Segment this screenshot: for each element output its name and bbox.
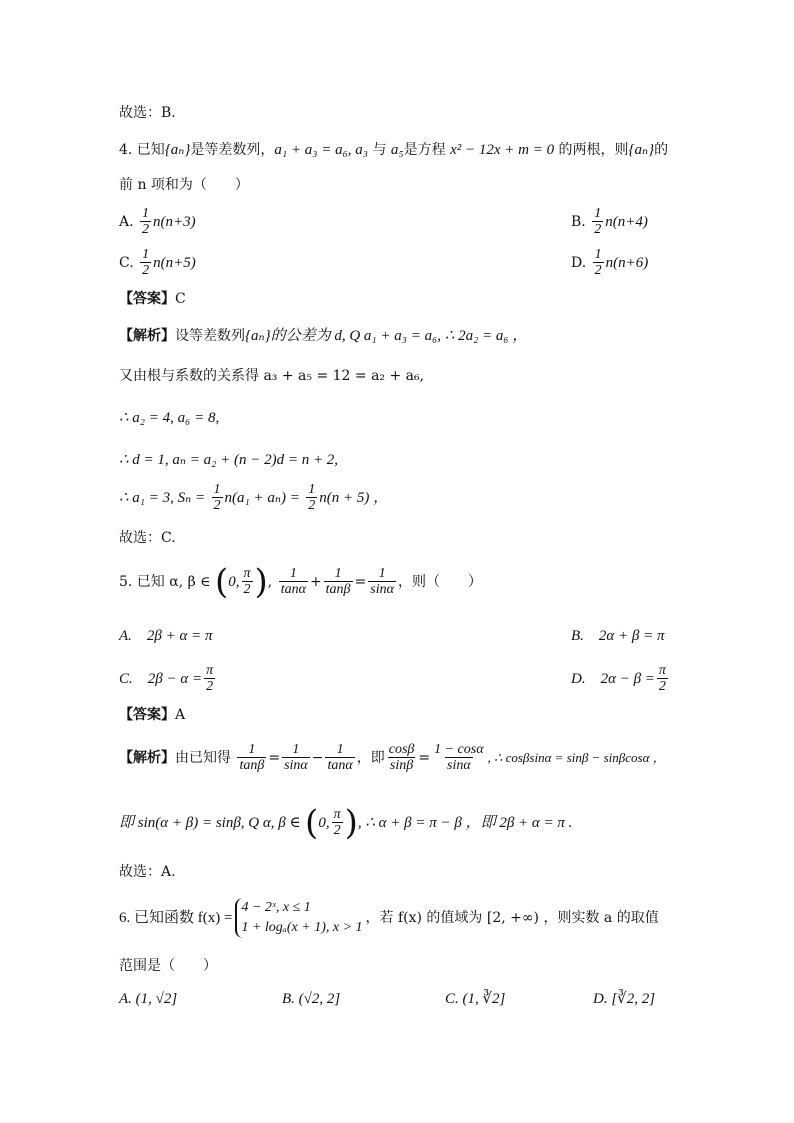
q4-sequence: {aₙ} [628, 142, 655, 158]
fraction [324, 566, 353, 598]
option-label: A. [119, 214, 134, 230]
numerator: 1 [334, 566, 342, 581]
interval-start: 0, [318, 815, 330, 831]
answer-c-line: 故选：C. [119, 530, 176, 546]
numerator: 1 [378, 566, 386, 581]
answer-b-line: 故选：B. [119, 105, 176, 121]
answer-label: 【答案】 [119, 707, 175, 723]
analysis-text: 由已知得 [175, 750, 231, 766]
interval-start: 0, [228, 574, 240, 590]
option-expression: n(n+5) [153, 255, 196, 271]
fraction [140, 206, 151, 238]
analysis-expression: 即 sin(α + β) = sinβ, Q α, β ∈ [119, 815, 301, 831]
fraction [279, 566, 308, 598]
q4-option-c [119, 247, 196, 279]
q4-option-d [571, 247, 648, 279]
analysis-label: 【解析】 [119, 750, 175, 766]
analysis-expression: ∴ a₁ = 3, Sₙ = [119, 490, 206, 506]
question-6-line-1 [119, 898, 659, 938]
answer-value: C [175, 291, 186, 307]
numerator: 1 [142, 206, 150, 221]
q5-option-c [119, 663, 217, 695]
q4-sequence: {aₙ} [164, 142, 191, 158]
analysis-text: ，即 [356, 750, 385, 766]
analysis-4-line-2: 又由根与系数的关系得 a₃ + a₅ = 12 = a₂ + a₆, [119, 368, 425, 384]
q4-text: 是等差数列， [190, 142, 275, 158]
numerator: π [206, 663, 214, 678]
fraction [432, 742, 485, 774]
denominator: 2 [142, 263, 150, 278]
analysis-expression: n(n + 5) ， [319, 490, 389, 506]
answer-label: 【答案】 [119, 291, 175, 307]
case-1: 4 − 2ˣ, x ≤ 1 [241, 900, 311, 915]
q6-option-a: A. (1, √2] [119, 991, 178, 1007]
fraction [212, 482, 223, 514]
fraction [325, 742, 354, 774]
paren-right: ) [344, 803, 358, 843]
analysis-text: 设等差数列 [175, 328, 245, 344]
q6-text: 6. 已知函数 f(x) = [119, 910, 233, 926]
denominator: 2 [333, 823, 341, 838]
numerator: 1 [594, 247, 602, 262]
q5-text: , [267, 574, 273, 590]
q5-text: 5. 已知 α, β ∈ [119, 574, 211, 590]
option-expression: n(n+3) [153, 214, 196, 230]
option-expression: n(n+6) [605, 255, 649, 271]
q5-option-a: A. 2β + α = π [119, 628, 213, 644]
analysis-label: 【解析】 [119, 328, 175, 344]
question-4-line-1 [119, 140, 668, 160]
numerator: 1 [213, 482, 221, 497]
denominator: sinα [447, 758, 471, 773]
analysis-expression: 的公差为 d, Q a₁ + a₃ = a₆, ∴ 2a₂ = a₆ ， [270, 328, 528, 344]
option-expression: C. 2β − α = [119, 671, 203, 687]
denominator: 2 [142, 222, 150, 237]
denominator: 2 [594, 263, 602, 278]
option-label: B. [571, 214, 586, 230]
paren-left: ( [214, 562, 229, 602]
numerator: 1 [248, 742, 256, 757]
q4-option-a [119, 206, 196, 238]
numerator: 1 [142, 247, 150, 262]
paren-right: ) [254, 562, 268, 602]
q4-text: 是方程 [403, 142, 451, 158]
numerator: 1 [292, 742, 300, 757]
denominator: 2 [206, 679, 214, 694]
denominator: 2 [243, 582, 251, 597]
numerator: 1 [336, 742, 344, 757]
q4-text: 4. 已知 [119, 142, 165, 158]
denominator: sinβ [389, 758, 414, 773]
numerator: 1 [289, 566, 297, 581]
piecewise-function [235, 898, 362, 938]
analysis-5-line-2 [119, 803, 573, 843]
analysis-5-line-1: 【解析】由已知得 $\frac{1}{\tan\beta}$ = $\frac{1}{\sin\alpha}$ − $\frac{1}{\tan\alpha}$ ，即 $\frac{\cos\beta}{\sin\beta}$ = $\frac{1 - \cos\alpha}{\sin\alpha}$ , ∴ cosβsinα = sinβ − sinβcosα ， [119, 742, 666, 773]
option-label: D. [571, 255, 587, 271]
denominator: 2 [308, 498, 316, 513]
q6-option-d: D. [∛2, 2] [593, 991, 656, 1007]
analysis-4-line-1 [119, 326, 527, 346]
fraction [282, 742, 310, 774]
answer-value: A [175, 707, 186, 723]
denominator: tanα [280, 582, 306, 597]
option-label: C. [119, 255, 134, 271]
q4-text: 与 [368, 142, 391, 158]
q4-equation: x² − 12x + m = 0 [450, 142, 555, 158]
q6-option-c: C. (1, ∛2] [445, 991, 506, 1007]
option-expression: D. 2α − β = [571, 671, 655, 687]
numerator: cosβ [388, 742, 415, 757]
denominator: tanβ [325, 582, 351, 597]
answer-a-line: 故选：A. [119, 864, 176, 880]
numerator: 1 [594, 206, 602, 221]
numerator: π [243, 566, 251, 581]
denominator: 2 [658, 679, 666, 694]
fraction [592, 206, 603, 238]
q4-expression: a₅ [390, 142, 404, 158]
paren-left: ( [305, 803, 319, 843]
fraction [593, 247, 604, 279]
sequence: {aₙ} [245, 328, 271, 344]
analysis-4-line-3: ∴ a₂ = 4, a₆ = 8, [119, 410, 220, 426]
question-5-line: 5. 已知 α, β ∈ (0, $\frac{\pi}{2}$ ), $\frac{1}{\tan\alpha}$ + $\frac{1}{\tan\beta}$ = $\frac{1}{\sin\alpha}$ ，则（ ） [119, 562, 482, 602]
analysis-expression: n(a₁ + aₙ) = [224, 490, 300, 506]
case-2: 1 + logₐ(x + 1), x > 1 [241, 920, 363, 935]
analysis-4-line-5 [119, 482, 388, 514]
denominator: 2 [213, 498, 221, 513]
question-6-line-2: 范围是（ ） [119, 958, 217, 974]
fraction [242, 566, 253, 598]
denominator: tanβ [239, 758, 265, 773]
question-4-line-2: 前 n 项和为（ ） [119, 177, 249, 193]
q5-option-d [571, 663, 670, 695]
denominator: sinα [370, 582, 394, 597]
fraction [140, 247, 151, 279]
q5-option-b: B. 2α + β = π [571, 628, 665, 644]
q4-option-b [571, 206, 648, 238]
fraction [332, 807, 343, 839]
answer-5 [119, 705, 185, 725]
fraction [387, 742, 417, 774]
denominator: tanα [327, 758, 353, 773]
q6-option-b: B. (√2, 2] [282, 991, 341, 1007]
q4-text: 的两根，则 [554, 142, 629, 158]
numerator: π [333, 807, 341, 822]
q4-expression: a₁ + a₃ = a₆, a₃ [274, 142, 368, 158]
q6-text: ，若 f(x) 的值域为 [2, +∞) ，则实数 a 的取值 [365, 910, 659, 926]
fraction [306, 482, 317, 514]
numerator: π [658, 663, 666, 678]
numerator: 1 − cosα [434, 742, 484, 757]
answer-4 [119, 289, 186, 309]
q4-text: 的 [654, 142, 669, 158]
fraction [368, 566, 396, 598]
numerator: 1 [308, 482, 316, 497]
denominator: sinα [284, 758, 308, 773]
analysis-expression: , ∴ cosβsinα = sinβ − sinβcosα ， [487, 750, 666, 765]
q5-text: ，则（ ） [397, 574, 482, 590]
fraction [657, 663, 668, 695]
analysis-expression: , ∴ α + β = π − β ，即 2β + α = π . [357, 815, 573, 831]
denominator: 2 [594, 222, 602, 237]
fraction [204, 663, 215, 695]
option-expression: n(n+4) [605, 214, 648, 230]
fraction [237, 742, 266, 774]
analysis-4-line-4: ∴ d = 1, aₙ = a₂ + (n − 2)d = n + 2, [119, 452, 339, 468]
